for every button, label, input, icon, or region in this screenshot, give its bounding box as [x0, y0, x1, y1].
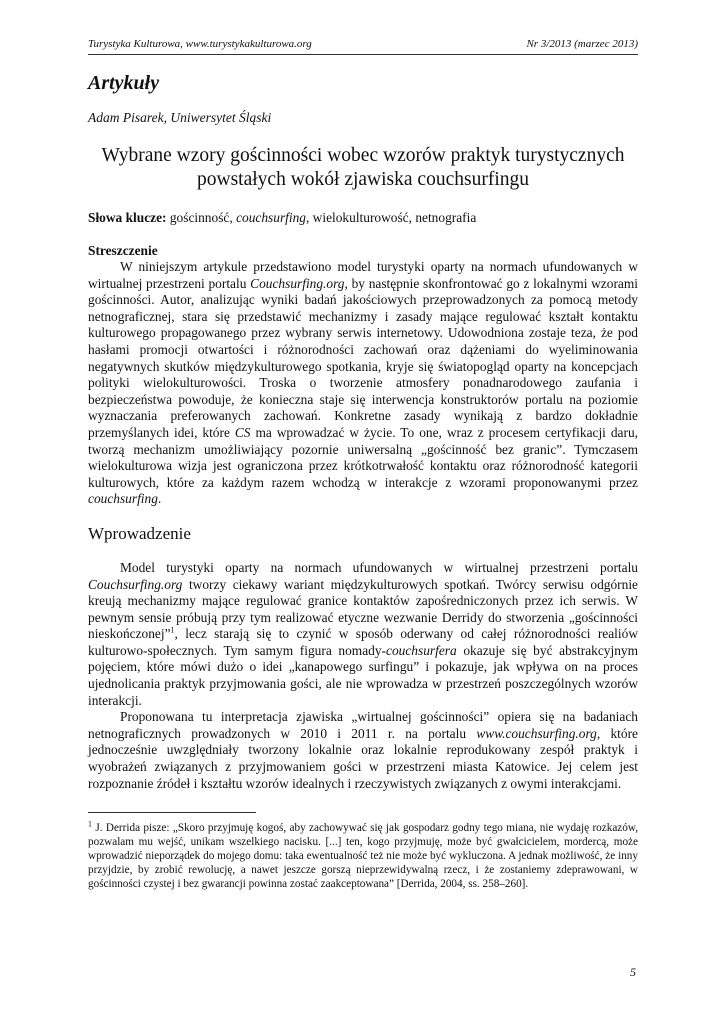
- abstract-italic-3: couchsurfing: [88, 491, 158, 507]
- page: [88, 38, 638, 891]
- journal-name: Turystyka Kulturowa, www.turystykakulturowa.org: [88, 38, 312, 50]
- abstract-text-2: , by następnie skonfrontować go z lokalnymi wzorami gościnności. Autor, analizując wyniki badań jakościowych przeprowadzonych za pomocą metody netnograficznej, stara się przedstawić mechanizmy i zasady mające regulować kształt kontaktu kulturowego propagowanego przez wybrany serwis internetowy. Udowodniona zostaje teza, że pod hasłami promocji otwartości i różnorodności zachowań oraz dążeniami do wyeliminowania negatywnych skutków międzykulturowego spotkania, kryje się światopogląd oparty na koncepcjach polityki wielokulturowości. Troska o tworzenie atmosfery ponadnarodowego zaufania i bezpieczeństwa powoduje, że konieczna staje się interwencja konstruktorów portalu na poziomie wyznaczania preferowanych zachowań. Konkretne zasady wynikają z bardzo dokładnie przemyślanych idei, które: [88, 275, 638, 440]
- section-label: Artykuły: [88, 72, 160, 94]
- page-number: 5: [630, 965, 636, 979]
- title-line-2: powstałych wokół zjawiska couchsurfingu: [197, 169, 529, 190]
- intro-p1-a: Model turystyki oparty na normach ufundowanych w wirtualnej przestrzeni portalu: [120, 559, 638, 575]
- intro-heading: Wprowadzenie: [88, 523, 191, 543]
- abstract-italic-2: CS: [234, 424, 251, 440]
- keyword-rest: , wielokulturowość, netnografia: [305, 210, 477, 225]
- abstract-italic-1: Couchsurfing.org: [250, 275, 345, 291]
- intro-paragraph-1: [88, 560, 638, 709]
- abstract-text-1: W niniejszym artykule przedstawiono model turystyki oparty na normach ufundowanych w wirtualnej przestrzeni portalu: [88, 259, 638, 291]
- intro-p2-c: , które jednocześnie uwzględniały tworzony lokalnie oraz lokalnie reprodukowany zespół praktyk i wyobrażeń związanych z przyjmowaniem gości w przestrzeni miasta Katowice. Jej celem jest rozpoznanie źródeł i kształtu wzorów idealnych i rzeczywistych związanych z owymi interakcjami.: [88, 725, 638, 791]
- intro-p2-a: Proponowana tu interpretacja zjawiska „wirtualnej gościnności” opiera się na badaniach netnograficznych prowadzonych w 2010 i 2011 r. na portalu: [88, 709, 638, 741]
- abstract-paragraph: [88, 259, 638, 508]
- title-line-1: Wybrane wzory gościnności wobec wzorów praktyk turystycznych: [101, 145, 625, 166]
- footnote: [88, 821, 638, 891]
- intro-p2-b: www.couchsurfing.org: [476, 725, 597, 741]
- keywords: [88, 210, 638, 226]
- running-header: [88, 38, 638, 55]
- intro-p1-b: Couchsurfing.org: [88, 576, 183, 592]
- intro-p1-d: , lecz starają się to czynić w sposób oderwany od całej różnorodności realiów kulturowo-społecznych. Tym samym figura nomady-: [88, 626, 638, 658]
- keywords-label: Słowa klucze:: [88, 210, 167, 225]
- abstract-text-4: .: [157, 491, 162, 507]
- footnote-number: 1: [88, 819, 92, 829]
- footnote-text: J. Derrida pisze: „Skoro przyjmuję kogoś, aby zachowywać się jak gospodarz godny tego miana, nie wydaję rozkazów, pozwalam mu wejść, unikam wszelkiego nacisku. [...] ten, kogo przyjmuję, może być gwałcicielem, mordercą, może wprowadzić nieporządek do mojego domu: taka ewentualność też nie może być wykluczona. A jednak możliwość, że inny przyjdzie, by zrobić rewolucję, a nawet jeszcze gorszą nieprzewidywalną rzecz, i że zostaniemy zdeprawowani, w gościnności czystej i bez gwarancji powinna zostać zaakceptowana” [Derrida, 2004, ss. 258–260].: [88, 822, 638, 891]
- intro-p1-e: couchsurfera: [386, 642, 457, 658]
- footnote-ref[interactable]: 1: [170, 625, 175, 635]
- article-title: [88, 144, 638, 192]
- abstract-heading: Streszczenie: [88, 243, 158, 258]
- footnote-divider: [88, 812, 256, 813]
- keyword-2: couchsurfing: [236, 210, 306, 225]
- intro-p1-c: tworzy ciekawy wariant międzykulturowych spotkań. Twórcy serwisu odgórnie kreują mechanizmy mające regulować granice kontaktów zapośredniczonych przez ich serwis. W pewnym sensie próbują przy tym realizować etyczne wezwanie Derridy do stworzenia „gościnności nieskończonej”: [88, 576, 638, 642]
- author-line: Adam Pisarek, Uniwersytet Śląski: [88, 110, 272, 125]
- intro-p1-f: okazuje się być abstrakcyjnym pojęciem, które mówi dużo o idei „kanapowego surfingu” i pokazuje, jak wpływa on na proces ujednolicania praktyk przyjmowania gości, ale nie wprowadza w przestrzeń poszczególnych wzorów interakcji.: [88, 642, 638, 708]
- abstract-text-3: ma wprowadzać w życie. To one, wraz z procesem certyfikacji daru, tworzą mechanizm umożliwiający pozornie uniwersalną „gościnność bez granic”. Tymczasem wielokulturowa wizja jest ograniczona przez krótkotrwałość kontaktu oraz różnorodność kategorii kulturowych, które za każdym razem wchodzą w interakcje z wzorami proponowanymi przez: [88, 424, 638, 490]
- issue-number: Nr 3/2013 (marzec 2013): [526, 38, 638, 50]
- keyword-1: gościnność,: [169, 210, 233, 225]
- intro-paragraph-2: [88, 709, 638, 792]
